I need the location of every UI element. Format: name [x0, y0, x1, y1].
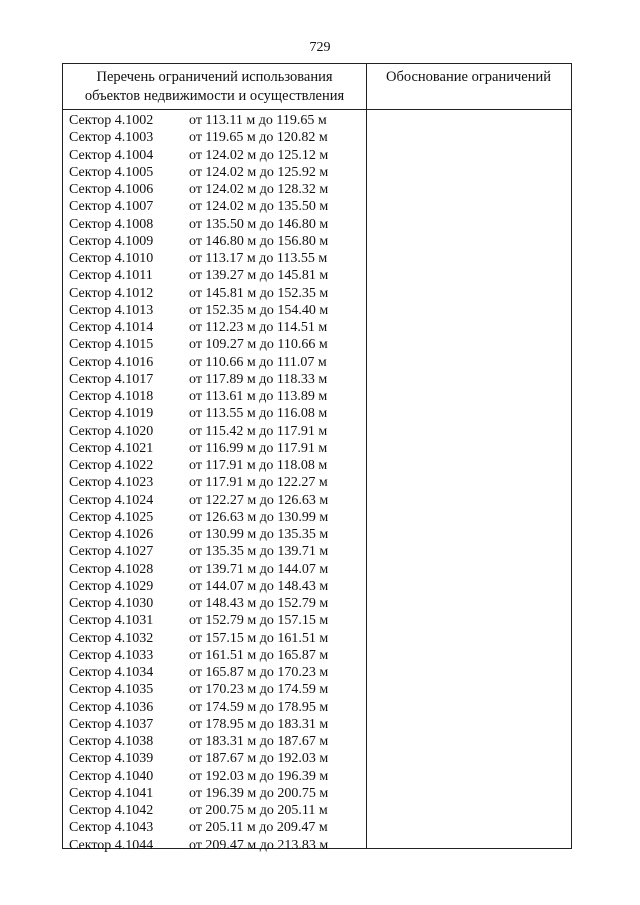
table-row: [69, 129, 366, 146]
sector-name: Сектор 4.1043: [69, 820, 154, 836]
table-row: [69, 526, 366, 543]
height-range: от 135.35 м до 139.71 м: [189, 544, 329, 560]
table-row: [69, 785, 366, 802]
sector-name: Сектор 4.1021: [69, 440, 154, 456]
sector-name: Сектор 4.1029: [69, 578, 154, 594]
sector-name: Сектор 4.1013: [69, 302, 154, 318]
table-row: [69, 267, 366, 284]
table-row: [69, 285, 366, 302]
height-range: от 187.67 м до 192.03 м: [189, 751, 329, 767]
sector-name: Сектор 4.1005: [69, 164, 154, 180]
sector-name: Сектор 4.1039: [69, 751, 154, 767]
table-row: [69, 388, 366, 405]
height-range: от 116.99 м до 117.91 м: [189, 440, 328, 456]
height-range: от 139.71 м до 144.07 м: [189, 561, 329, 577]
table-row: [69, 630, 366, 647]
table-row: [69, 561, 366, 578]
column-header-restrictions: [63, 64, 366, 110]
height-range: от 174.59 м до 178.95 м: [189, 699, 329, 715]
restrictions-list-column: [62, 63, 367, 853]
height-range: от 117.91 м до 118.08 м: [189, 458, 328, 473]
height-range: от 119.65 м до 120.82 м: [189, 130, 328, 146]
height-range: от 152.35 м до 154.40 м: [189, 302, 329, 318]
sector-name: Сектор 4.1016: [69, 354, 154, 370]
table-row: [69, 768, 366, 785]
table-row: [69, 405, 366, 422]
sector-name: Сектор 4.1030: [69, 596, 154, 611]
table-row: [69, 371, 366, 388]
table-row: [69, 233, 366, 250]
column-header-justification: Обоснование ограничений: [366, 64, 571, 110]
column-header-line-1: Перечень ограничений использования: [96, 69, 333, 85]
sector-name: Сектор 4.1025: [69, 509, 154, 525]
height-range: от 146.80 м до 156.80 м: [189, 233, 329, 249]
table-row: [69, 164, 366, 181]
sector-name: Сектор 4.1017: [69, 371, 154, 387]
height-range: от 113.11 м до 119.65 м: [189, 113, 327, 128]
sector-name: Сектор 4.1006: [69, 182, 154, 197]
sector-name: Сектор 4.1004: [69, 147, 154, 163]
table-row: [69, 423, 366, 440]
height-range: от 148.43 м до 152.79 м: [189, 596, 329, 611]
table-row: [69, 181, 366, 198]
table-row: [69, 198, 366, 215]
height-range: от 145.81 м до 152.35 м: [189, 285, 329, 301]
table-row: [69, 457, 366, 474]
table-row: [69, 354, 366, 371]
table-row: [69, 474, 366, 491]
page-number: 729: [309, 40, 331, 55]
table-row: [69, 319, 366, 336]
sector-rows: [69, 112, 366, 854]
justification-column: [366, 63, 572, 849]
sector-name: Сектор 4.1032: [69, 630, 154, 646]
sector-name: Сектор 4.1026: [69, 527, 154, 542]
table-row: [69, 250, 366, 267]
table-row: [69, 302, 366, 319]
height-range: от 115.42 м до 117.91 м: [189, 423, 328, 439]
sector-name: Сектор 4.1007: [69, 199, 154, 215]
table-row: [69, 147, 366, 164]
table-row: [69, 612, 366, 629]
height-range: от 130.99 м до 135.35 м: [189, 527, 329, 542]
sector-name: Сектор 4.1009: [69, 233, 154, 249]
table-row: [69, 819, 366, 836]
table-row: [69, 699, 366, 716]
sector-name: Сектор 4.1036: [69, 699, 154, 715]
height-range: от 113.61 м до 113.89 м: [189, 389, 328, 404]
sector-name: Сектор 4.1028: [69, 561, 154, 577]
height-range: от 124.02 м до 125.12 м: [189, 147, 329, 163]
table-row: [69, 112, 366, 129]
sector-name: Сектор 4.1037: [69, 716, 154, 732]
height-range: от 126.63 м до 130.99 м: [189, 509, 329, 525]
height-range: от 170.23 м до 174.59 м: [189, 682, 329, 698]
table-row: [69, 664, 366, 681]
sector-name: Сектор 4.1018: [69, 389, 154, 404]
height-range: от 139.27 м до 145.81 м: [189, 268, 329, 284]
sector-name: Сектор 4.1020: [69, 423, 154, 439]
table-row: [69, 681, 366, 698]
table-row: [69, 802, 366, 819]
height-range: от 117.91 м до 122.27 м: [189, 475, 328, 491]
sector-name: Сектор 4.1022: [69, 458, 154, 473]
table-row: [69, 578, 366, 595]
sector-name: Сектор 4.1033: [69, 647, 154, 663]
column-header-line-2: объектов недвижимости и осуществления: [84, 88, 345, 104]
height-range: от 161.51 м до 165.87 м: [189, 647, 329, 663]
table-row: [69, 509, 366, 526]
sector-name: Сектор 4.1010: [69, 251, 154, 266]
sector-name: Сектор 4.1014: [69, 320, 154, 335]
sector-name: Сектор 4.1040: [69, 768, 154, 784]
sector-name: Сектор 4.1035: [69, 682, 154, 698]
height-range: от 122.27 м до 126.63 м: [189, 492, 329, 508]
sector-name: Сектор 4.1031: [69, 613, 154, 629]
height-range: от 109.27 м до 110.66 м: [189, 337, 328, 353]
table-row: [69, 216, 366, 233]
table-row: [69, 595, 366, 612]
height-range: от 110.66 м до 111.07 м: [189, 354, 327, 370]
table-row: [69, 336, 366, 353]
height-range: от 183.31 м до 187.67 м: [189, 734, 329, 749]
height-range: от 144.07 м до 148.43 м: [189, 578, 329, 594]
height-range: от 205.11 м до 209.47 м: [189, 820, 328, 836]
sector-name: Сектор 4.1044: [69, 837, 154, 853]
table-row: [69, 837, 366, 854]
sector-name: Сектор 4.1008: [69, 216, 154, 232]
sector-name: Сектор 4.1041: [69, 785, 154, 801]
sector-name: Сектор 4.1015: [69, 337, 154, 353]
height-range: от 200.75 м до 205.11 м: [189, 803, 328, 818]
height-range: от 209.47 м до 213.83 м: [189, 837, 329, 853]
height-range: от 152.79 м до 157.15 м: [189, 613, 329, 629]
sector-name: Сектор 4.1011: [69, 268, 153, 284]
height-range: от 113.17 м до 113.55 м: [189, 251, 328, 266]
height-range: от 124.02 м до 128.32 м: [189, 182, 329, 197]
sector-name: Сектор 4.1034: [69, 665, 154, 680]
table-row: [69, 733, 366, 750]
height-range: от 192.03 м до 196.39 м: [189, 768, 329, 784]
sector-name: Сектор 4.1027: [69, 544, 154, 560]
table-row: [69, 440, 366, 457]
height-range: от 124.02 м до 125.92 м: [189, 164, 329, 180]
sector-name: Сектор 4.1003: [69, 130, 154, 146]
height-range: от 117.89 м до 118.33 м: [189, 371, 328, 387]
height-range: от 157.15 м до 161.51 м: [189, 630, 329, 646]
height-range: от 135.50 м до 146.80 м: [189, 216, 329, 232]
table-row: [69, 750, 366, 767]
height-range: от 113.55 м до 116.08 м: [189, 406, 328, 422]
sector-name: Сектор 4.1023: [69, 475, 154, 491]
height-range: от 112.23 м до 114.51 м: [189, 320, 328, 335]
table-row: [69, 543, 366, 560]
height-range: от 196.39 м до 200.75 м: [189, 785, 329, 801]
sector-name: Сектор 4.1024: [69, 492, 154, 508]
sector-name: Сектор 4.1012: [69, 285, 154, 301]
table-row: [69, 647, 366, 664]
height-range: от 178.95 м до 183.31 м: [189, 716, 329, 732]
sector-name: Сектор 4.1038: [69, 734, 154, 749]
table-row: [69, 716, 366, 733]
sector-name: Сектор 4.1002: [69, 113, 154, 128]
height-range: от 165.87 м до 170.23 м: [189, 665, 329, 680]
height-range: от 124.02 м до 135.50 м: [189, 199, 329, 215]
sector-name: Сектор 4.1019: [69, 406, 154, 422]
sector-name: Сектор 4.1042: [69, 803, 154, 818]
table-row: [69, 492, 366, 509]
